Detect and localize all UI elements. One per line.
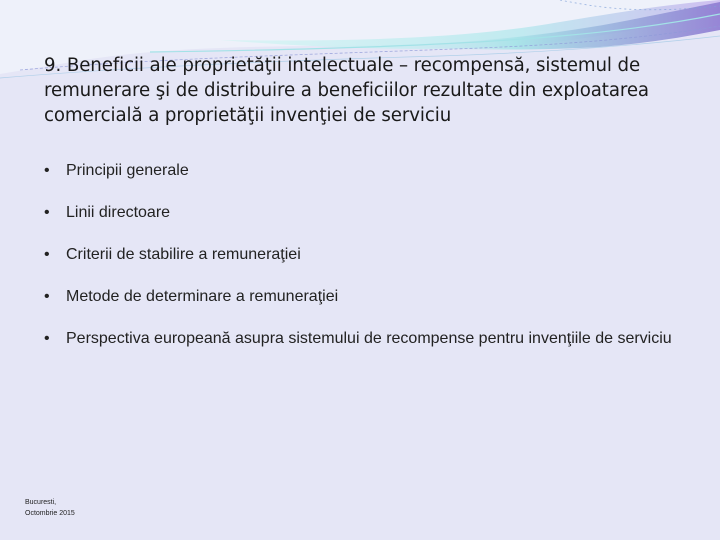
bullet-icon: • — [44, 204, 50, 221]
bullet-item — [44, 244, 684, 265]
bullet-icon: • — [44, 288, 50, 305]
footer-location-date — [25, 497, 75, 519]
bullet-text: Metode de determinare a remuneraţiei — [66, 288, 339, 305]
bullet-icon: • — [44, 330, 50, 347]
bullet-list — [44, 160, 684, 349]
bullet-item — [44, 202, 684, 223]
bullet-item — [44, 328, 684, 349]
footer-date: Octombrie 2015 — [25, 510, 75, 517]
bullet-text: Linii directoare — [66, 204, 171, 221]
bullet-item — [44, 160, 684, 181]
bullet-item — [44, 286, 684, 307]
bullet-icon: • — [44, 162, 50, 179]
bullet-text: Principii generale — [66, 162, 189, 179]
bullet-text: Criterii de stabilire a remuneraţiei — [66, 246, 301, 263]
bullet-icon: • — [44, 246, 50, 263]
bullet-text: Perspectiva europeană asupra sistemului de recompense pentru invenţiile de serviciu — [66, 330, 672, 347]
footer-location: Bucuresti, — [25, 499, 57, 506]
slide-title: 9. Beneficii ale proprietăţii intelectuale – recompensă, sistemul de remunerare şi de distribuire a beneficiilor rezultate din exploatarea comercială a proprietăţii invenţiei de serviciu — [44, 55, 649, 126]
